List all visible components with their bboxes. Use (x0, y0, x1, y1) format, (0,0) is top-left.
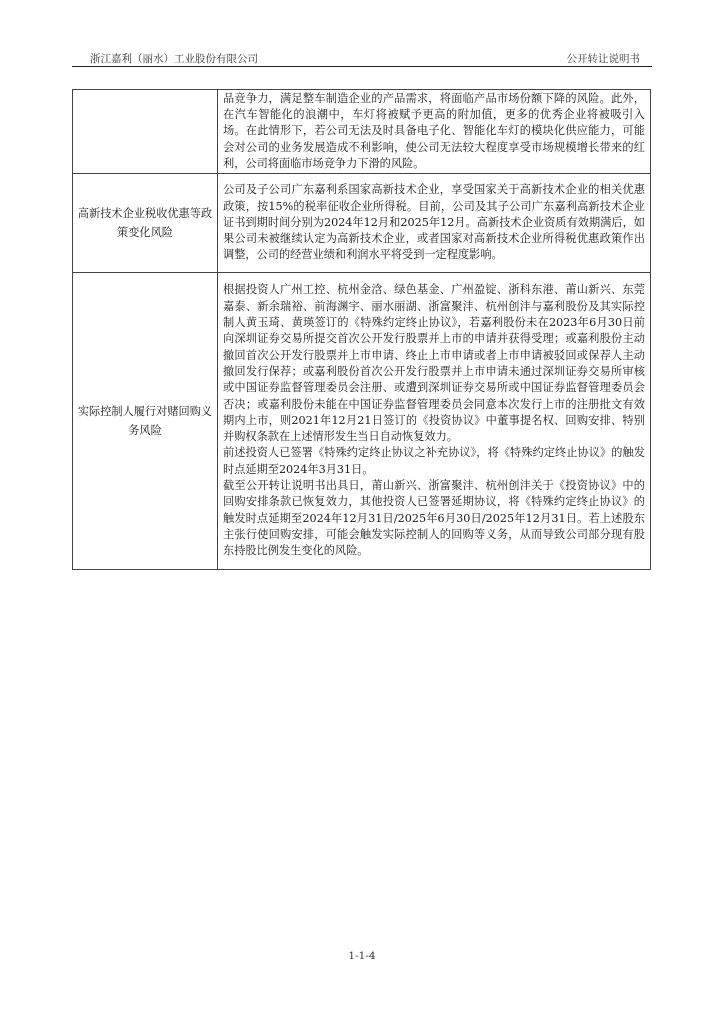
risk-description-cell (218, 90, 651, 174)
risk-paragraph: 品竞争力，满足整车制造企业的产品需求，将面临产品市场份额下降的风险。此外，在汽车智能化的浪潮中，车灯将被赋予更高的附加值，更多的优秀企业将被吸引入场。在此情形下，若公司无法及时具备电子化、智能化车灯的模块化供应能力，可能会对公司的业务发展造成不利影响，使公司无法较大程度享受市场规模增长带来的红利，公司将面临市场竞争力下滑的风险。 (223, 91, 645, 170)
risk-label-cell (73, 174, 218, 273)
risk-description-cell (218, 174, 651, 273)
company-name: 浙江嘉利（丽水）工业股份有限公司 (90, 53, 258, 65)
risk-description-cell (218, 273, 651, 570)
risk-paragraph: 根据投资人广州工控、杭州金浛、绿色基金、广州盈锭、浙科东港、莆山新兴、东莞嘉泰、新余瑞裕、前海渊宇、丽水丽湖、浙富聚沣、杭州创沣与嘉利股份及其实际控制人黄玉琦、黄瑛签订的《特殊约定终止协议》，若嘉利股份未在2023年6月30日前向深圳证券交易所提交首次公开发行股票并上市的申请并获得受理；或嘉利股份主动撤回首次公开发行股票并上市申请、终止上市申请或者上市申请被驳回或保荐人主动撤回发行保荐；或嘉利股份首次公开发行股票并上市申请未通过深圳证券交易所审核或中国证券监督管理委员会注册、或遭到深圳证券交易所或中国证券监督管理委员会否决；或嘉利股份未能在中国证券监督管理委员会同意本次发行上市的注册批文有效期内上市，则2021年12月21日签订的《投资协议》中董事提名权、回购安排、特别并购权条款在上述情形发生当日自动恢复效力。 (223, 283, 645, 444)
risk-label: 实际控制人履行对赌回购义务风险 (77, 405, 213, 437)
page-number: 1-1-4 (348, 950, 376, 962)
risk-label: 高新技术企业税收优惠等政策变化风险 (77, 207, 213, 239)
risk-paragraph: 公司及子公司广东嘉利系国家高新技术企业，享受国家关于高新技术企业的相关优惠政策，按15%的税率征收企业所得税。目前，公司及其子公司广东嘉利高新技术企业证书到期时间分别为2024年12月和2025年12月。高新技术企业资质有效期满后，如果公司未被继续认定为高新技术企业，或者国家对高新技术企业所得税优惠政策作出调整，公司的经营业绩和利润水平将受到一定程度影响。 (223, 183, 645, 262)
document-type: 公开转让说明书 (566, 53, 640, 65)
table-row (73, 90, 651, 174)
risk-factor-table (72, 89, 651, 570)
page-header (72, 48, 652, 66)
risk-label-cell (73, 90, 218, 174)
table-row (73, 174, 651, 273)
table-row (73, 273, 651, 570)
risk-paragraph: 前述投资人已签署《特殊约定终止协议之补充协议》，将《特殊约定终止协议》的触发时点延期至2024年3月31日。 (223, 446, 645, 476)
risk-paragraph: 截至公开转让说明书出具日，莆山新兴、浙富聚沣、杭州创沣关于《投资协议》中的回购安排条款已恢复效力，其他投资人已签署延期协议，将《特殊约定终止协议》的触发时点延期至2024年12月31日/2025年6月30日/2025年12月31日。若上述股东主张行使回购安排，可能会触发实际控制人的回购等义务，从而导致公司部分现有股东持股比例发生变化的风险。 (223, 479, 645, 558)
risk-label-cell (73, 273, 218, 570)
header-divider (72, 66, 652, 67)
